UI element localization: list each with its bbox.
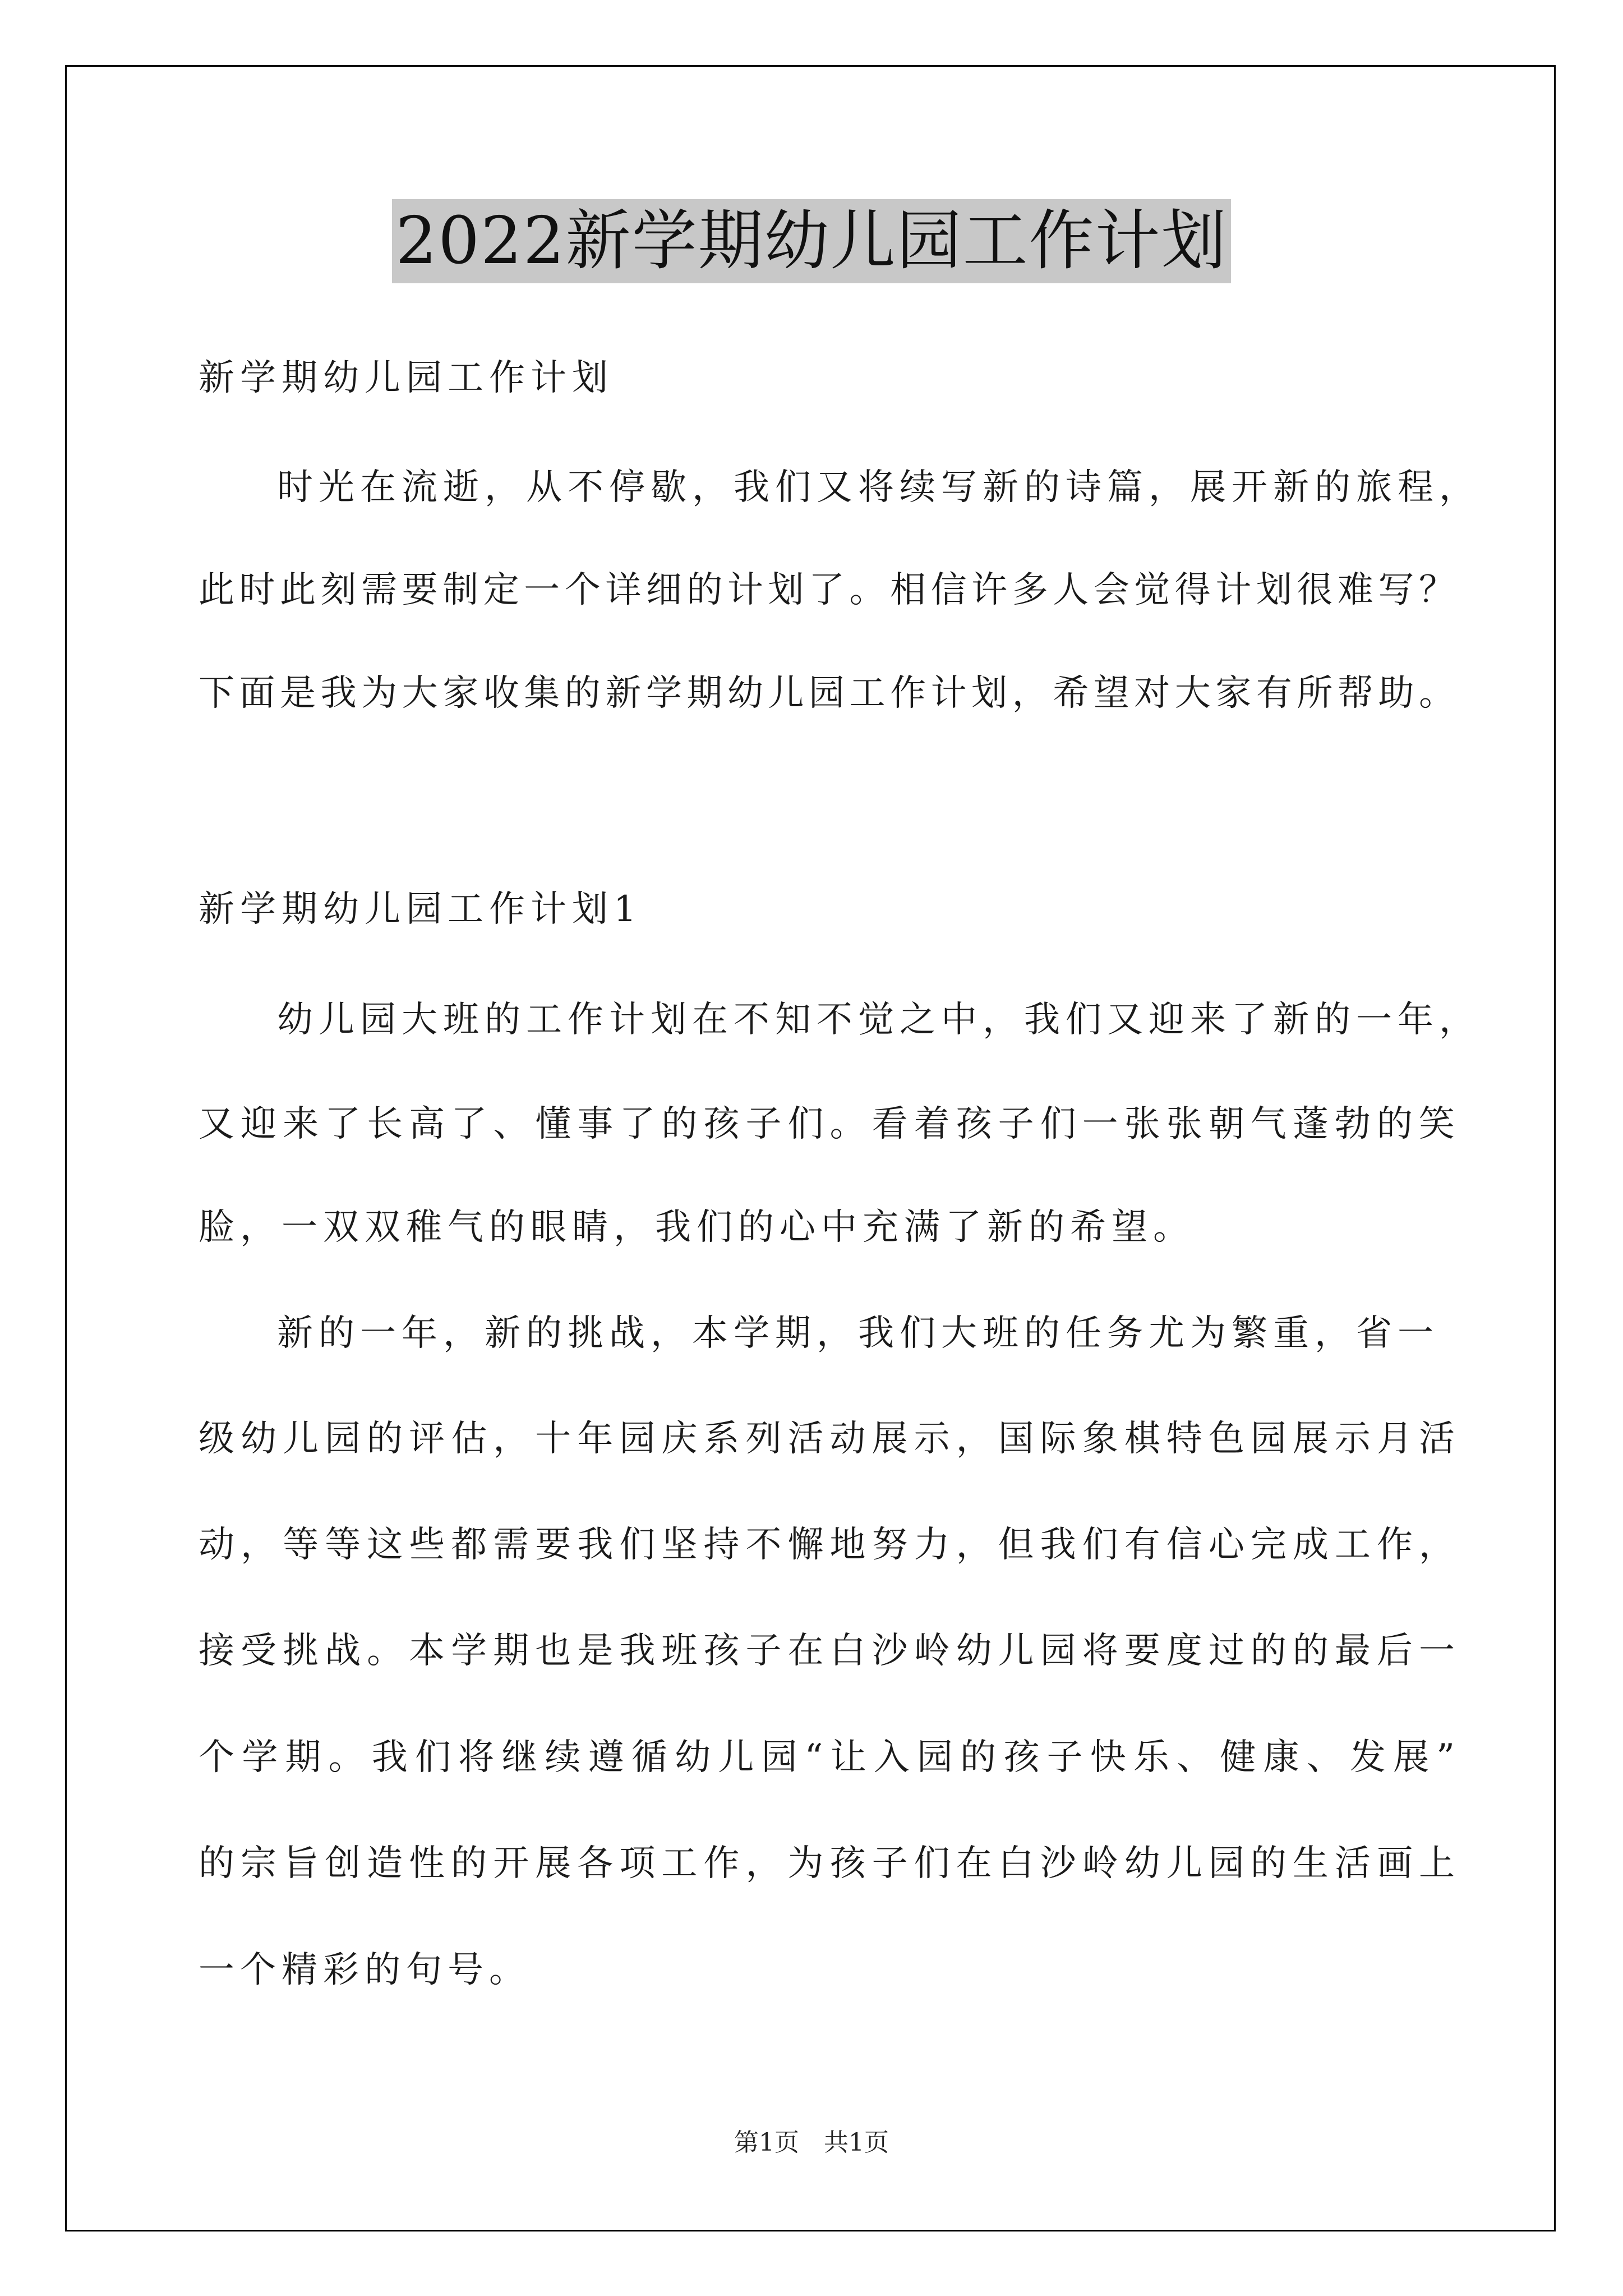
page-number-footer: 第1页 共1页 xyxy=(734,2128,889,2157)
paragraph-line: 级幼儿园的评估，十年园庆系列活动展示，国际象棋特色园展示月活 xyxy=(199,1418,1455,1460)
subtitle-line: 新学期幼儿园工作计划 xyxy=(199,357,614,399)
paragraph-line: 脸，一双双稚气的眼睛，我们的心中充满了新的希望。 xyxy=(199,1207,1195,1248)
paragraph-line: 一个精彩的句号。 xyxy=(199,1949,531,1991)
paragraph-line: 动，等等这些都需要我们坚持不懈地努力，但我们有信心完成工作， xyxy=(199,1524,1455,1566)
paragraph-line: 下面是我为大家收集的新学期幼儿园工作计划，希望对大家有所帮助。 xyxy=(199,673,1455,714)
section-heading: 新学期幼儿园工作计划1 xyxy=(199,889,642,930)
paragraph-line: 新的一年，新的挑战，本学期，我们大班的任务尤为繁重，省一 xyxy=(277,1313,1439,1354)
document-title: 2022新学期幼儿园工作计划 xyxy=(392,199,1230,283)
paragraph-line: 的宗旨创造性的开展各项工作，为孩子们在白沙岭幼儿园的生活画上 xyxy=(199,1843,1455,1884)
paragraph-line: 此时此刻需要制定一个详细的计划了。相信许多人会觉得计划很难写？ xyxy=(199,569,1455,611)
paragraph-line: 时光在流逝，从不停歇，我们又将续写新的诗篇，展开新的旅程， xyxy=(277,467,1481,508)
paragraph-line: 个学期。我们将继续遵循幼儿园“让入园的孩子快乐、健康、发展” xyxy=(199,1737,1455,1778)
title-container xyxy=(0,199,1623,283)
paragraph-line: 幼儿园大班的工作计划在不知不觉之中，我们又迎来了新的一年， xyxy=(277,999,1481,1041)
paragraph-line: 接受挑战。本学期也是我班孩子在白沙岭幼儿园将要度过的的最后一 xyxy=(199,1630,1455,1672)
paragraph-line: 又迎来了长高了、懂事了的孩子们。看着孩子们一张张朝气蓬勃的笑 xyxy=(199,1103,1455,1145)
